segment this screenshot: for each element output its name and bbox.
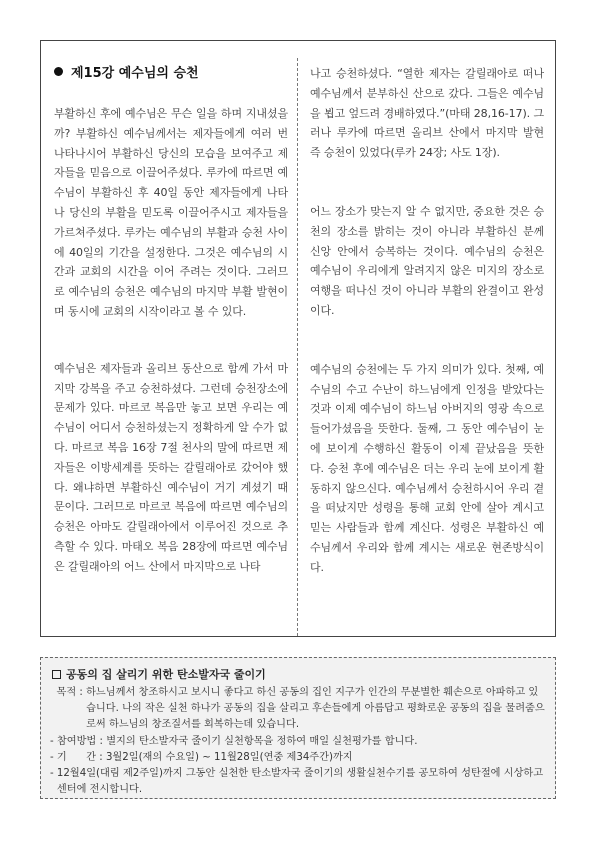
closing-label: - bbox=[50, 768, 57, 780]
paragraph: 어느 장소가 맞는지 알 수 없지만, 중요한 것은 승천의 장소를 밝히는 것이 아니라 부활하신 분께 신앙 안에서 승복하는 것이다. 예수님의 승천은 예수님이 우리에게 알려지지 않은 미지의 장소로 여행을 떠나신 것이 아니라 부활의 완결이고 완성이다. bbox=[310, 204, 544, 317]
purpose-text: 하느님께서 창조하시고 보시니 좋다고 하신 공동의 집인 지구가 인간의 무분별한 훼손으로 아파하고 있습니다. 나의 작은 실천 하나가 공동의 집을 살리고 후손들에게 아름답고 평화로운 공동의 집을 물려줌으로써 하느님의 창조질서를 회복하는데 있습니다. bbox=[86, 687, 545, 731]
method-text: 별지의 탄소발자국 줄이기 실천항목을 정하여 매일 실천평가를 합니다. bbox=[106, 735, 418, 747]
notice-purpose bbox=[50, 685, 545, 734]
notice-title-text: 공동의 집 살리기 위한 탄소발자국 줄이기 bbox=[66, 668, 266, 681]
lesson-title-text: 제15강 예수님의 승천 bbox=[71, 66, 199, 81]
paragraph: 예수님의 승천에는 두 가지 의미가 있다. 첫째, 예수님의 수고 수난이 하느님에게 인정을 받았다는 것과 이제 예수님이 하느님 아버지의 영광 속으로 들어가셨음을 뜻한다. 둘째, 그 동안 예수님이 눈에 보이게 수행하신 활동이 이제 끝났음을 뜻한다. 승천 후에 예수님은 더는 우리 눈에 보이게 활동하지 않으신다. 예수님께서 승천하시어 우리 곁을 떠났지만 성령을 통해 교회 안에 살아 계시고 믿는 사람들과 함께 계신다. 성령은 부활하신 예수님께서 우리와 함께 계시는 새로운 현존방식이다. bbox=[310, 362, 544, 574]
closing-text: 12월4일(대림 제2주일)까지 그동안 실천한 탄소발자국 줄이기의 생활실천수기를 공모하여 성탄절에 시상하고 센터에 전시합니다. bbox=[56, 768, 544, 796]
paragraph: 예수님은 제자들과 올리브 동산으로 함께 가서 마지막 강복을 주고 승천하셨다. 그런데 승천장소에 문제가 있다. 마르코 복음만 놓고 보면 우리는 예수님이 어디서 승천하셨는지 정확하게 알 수가 없다. 마르코 복음 16장 7절 천사의 말에 따르면 제자들은 이방세계를 뜻하는 갈릴래아로 갔어야 했다. 왜냐하면 부활하신 예수님이 거기 계셨기 때문이다. 그러므로 마르코 복음에 따르면 예수님의 승천은 아마도 갈릴래아에서 이루어진 것으로 추측할 수 있다. 마태오 복음 28장에 따르면 예수님은 갈릴래아의 어느 산에서 마지막으로 나타 bbox=[54, 361, 288, 573]
notice-body bbox=[50, 685, 545, 798]
purpose-label: 목적 : bbox=[50, 687, 87, 698]
left-column bbox=[54, 104, 288, 577]
method-label: - 참여방법 : bbox=[50, 735, 107, 747]
notice-method bbox=[50, 734, 545, 750]
notice-title bbox=[52, 666, 266, 682]
notice-period bbox=[50, 750, 545, 766]
paragraph: 나고 승천하셨다. “열한 제자는 갈릴래아로 떠나 예수님께서 분부하신 산으로 갔다. 그들은 예수님을 뵙고 엎드려 경배하였다.”(마태 28,16-17). 그러나 루카에 따르면 올리브 산에서 마지막 발현 즉 승천이 있었다(루카 24장; 사도 1장). bbox=[310, 67, 544, 160]
lesson-title bbox=[54, 62, 199, 81]
column-divider bbox=[297, 58, 298, 636]
paragraph: 부활하신 후에 예수님은 무슨 일을 하며 지내셨을까? 부활하신 예수님께서는 제자들에게 여러 번 나타나시어 부활하신 당신의 모습을 보여주고 제자들을 믿음으로 이끌어주셨다. 루카에 따르면 예수님이 부활하신 후 40일 동안 제자들에게 나타나 당신의 부활을 믿도록 이끌어주시고 제자들을 가르쳐주셨다. 루카는 예수님의 부활과 승천 사이에 40일의 기간을 설정한다. 그것은 예수님의 시간과 교회의 시간을 이어 주려는 것이다. 그러므로 예수님의 승천은 예수님의 마지막 부활 발현이며 동시에 교회의 시작이라고 볼 수 있다. bbox=[54, 107, 288, 318]
period-text: 3월2일(재의 수요일) ~ 11월28일(연중 제34주간)까지 bbox=[105, 751, 353, 763]
checkbox-square-icon bbox=[52, 670, 61, 679]
notice-closing bbox=[50, 766, 545, 798]
bullet-icon bbox=[54, 67, 63, 76]
period-label: - 기 간 : bbox=[50, 751, 106, 763]
right-column bbox=[310, 64, 544, 578]
